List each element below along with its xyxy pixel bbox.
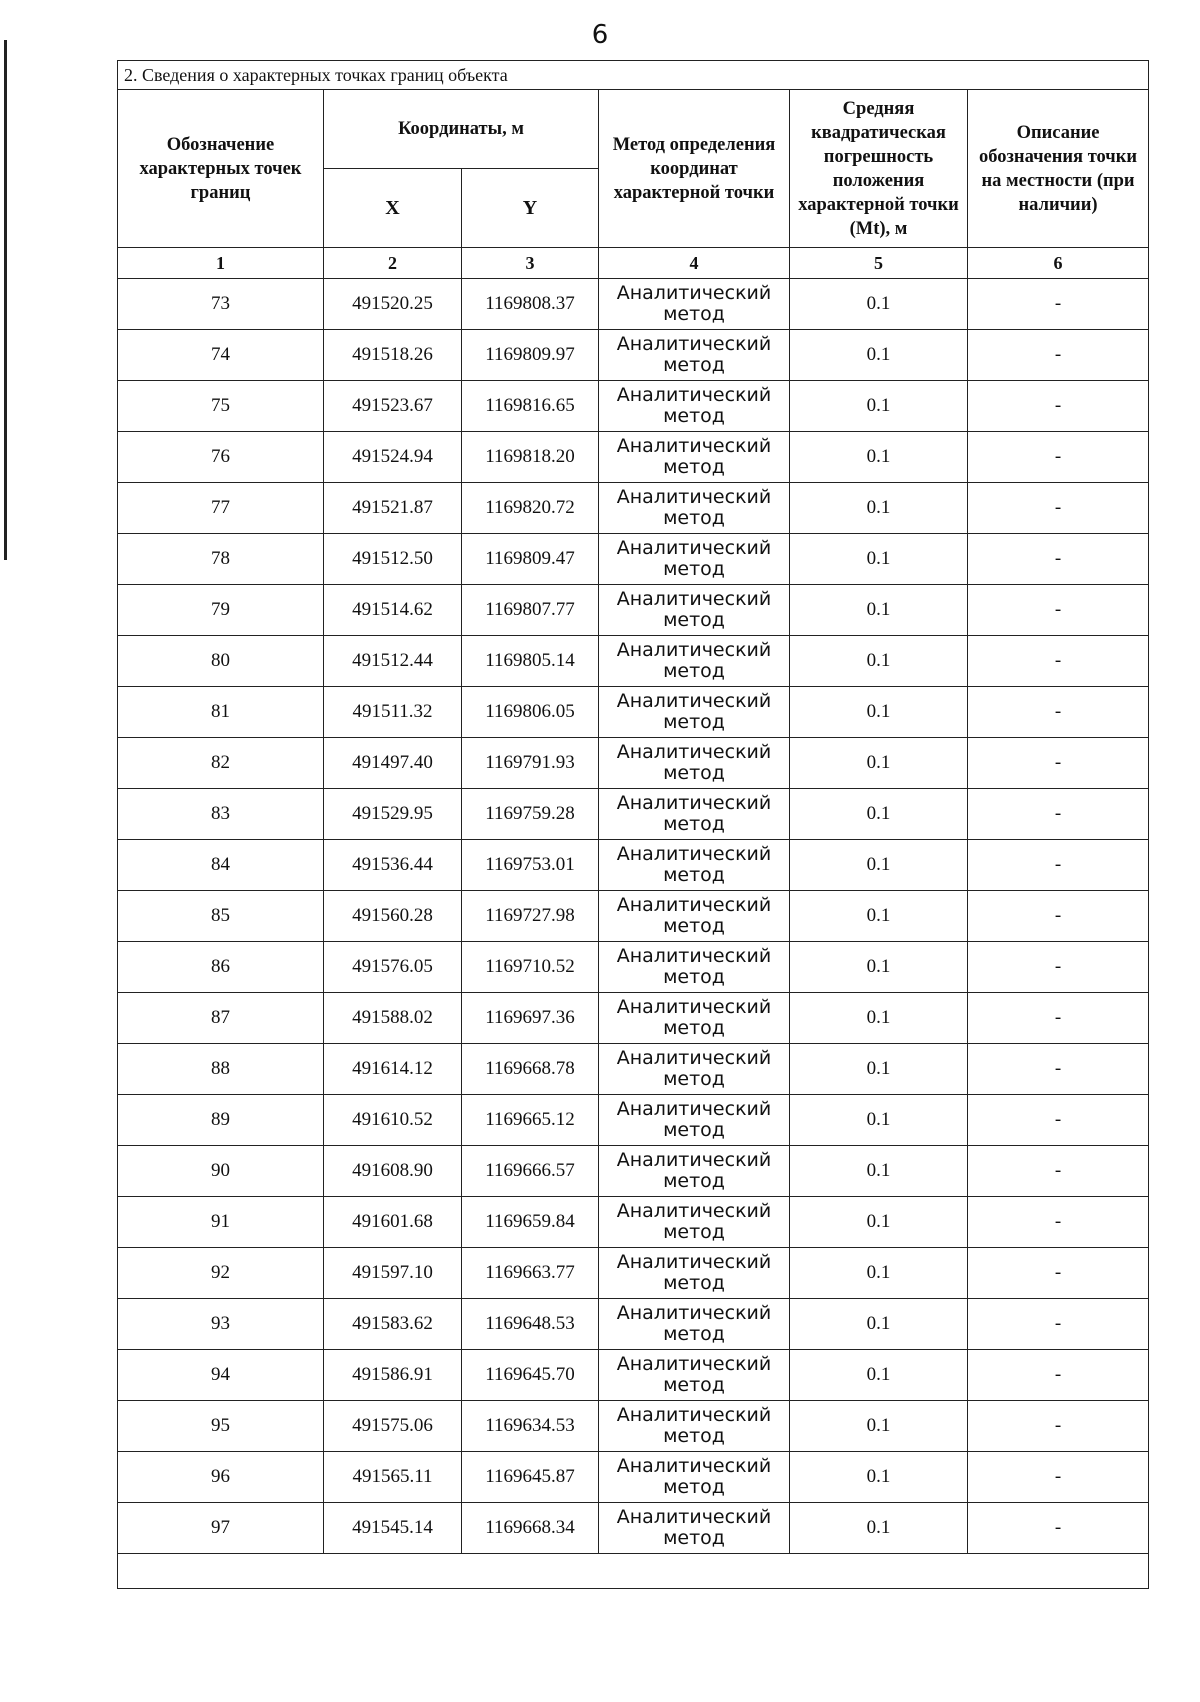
point-number-cell: 81 — [118, 687, 324, 738]
mean-error-cell: 0.1 — [790, 687, 968, 738]
point-number-cell: 75 — [118, 381, 324, 432]
description-cell: - — [968, 381, 1149, 432]
table-row — [118, 1350, 1149, 1401]
table-row — [118, 942, 1149, 993]
description-cell: - — [968, 1350, 1149, 1401]
table-row — [118, 330, 1149, 381]
description-cell: - — [968, 993, 1149, 1044]
table-row — [118, 1452, 1149, 1503]
point-number-cell: 77 — [118, 483, 324, 534]
x-coordinate-cell: 491521.87 — [324, 483, 462, 534]
description-cell: - — [968, 1401, 1149, 1452]
x-coordinate-cell: 491536.44 — [324, 840, 462, 891]
table-row — [118, 738, 1149, 789]
description-cell: - — [968, 840, 1149, 891]
method-cell: Аналитический метод — [599, 738, 790, 789]
point-number-cell: 89 — [118, 1095, 324, 1146]
y-coordinate-cell: 1169807.77 — [462, 585, 599, 636]
mean-error-cell: 0.1 — [790, 1299, 968, 1350]
table-row — [118, 432, 1149, 483]
table-footer-cell — [118, 1554, 1149, 1589]
table-row — [118, 1044, 1149, 1095]
point-number-cell: 79 — [118, 585, 324, 636]
x-coordinate-cell: 491523.67 — [324, 381, 462, 432]
x-coordinate-cell: 491511.32 — [324, 687, 462, 738]
x-coordinate-cell: 491512.50 — [324, 534, 462, 585]
table-row — [118, 891, 1149, 942]
mean-error-cell: 0.1 — [790, 1503, 968, 1554]
x-coordinate-cell: 491583.62 — [324, 1299, 462, 1350]
method-cell: Аналитический метод — [599, 687, 790, 738]
description-cell: - — [968, 279, 1149, 330]
point-number-cell: 74 — [118, 330, 324, 381]
header-row-top — [118, 90, 1149, 169]
point-number-cell: 92 — [118, 1248, 324, 1299]
x-coordinate-cell: 491545.14 — [324, 1503, 462, 1554]
y-coordinate-cell: 1169668.78 — [462, 1044, 599, 1095]
point-number-cell: 91 — [118, 1197, 324, 1248]
y-coordinate-cell: 1169648.53 — [462, 1299, 599, 1350]
method-cell: Аналитический метод — [599, 1299, 790, 1350]
x-coordinate-cell: 491597.10 — [324, 1248, 462, 1299]
y-coordinate-cell: 1169668.34 — [462, 1503, 599, 1554]
x-coordinate-cell: 491610.52 — [324, 1095, 462, 1146]
method-cell: Аналитический метод — [599, 1146, 790, 1197]
table-footer-row — [118, 1554, 1149, 1589]
method-cell: Аналитический метод — [599, 789, 790, 840]
y-coordinate-cell: 1169645.70 — [462, 1350, 599, 1401]
x-coordinate-cell: 491576.05 — [324, 942, 462, 993]
mean-error-cell: 0.1 — [790, 636, 968, 687]
x-coordinate-cell: 491601.68 — [324, 1197, 462, 1248]
method-cell: Аналитический метод — [599, 1452, 790, 1503]
column-number: 1 — [118, 248, 324, 279]
description-cell: - — [968, 891, 1149, 942]
x-coordinate-cell: 491608.90 — [324, 1146, 462, 1197]
method-cell: Аналитический метод — [599, 432, 790, 483]
point-number-cell: 97 — [118, 1503, 324, 1554]
table-row — [118, 534, 1149, 585]
mean-error-cell: 0.1 — [790, 993, 968, 1044]
description-cell: - — [968, 789, 1149, 840]
mean-error-cell: 0.1 — [790, 1248, 968, 1299]
x-coordinate-cell: 491514.62 — [324, 585, 462, 636]
table-row — [118, 483, 1149, 534]
description-cell: - — [968, 483, 1149, 534]
description-cell: - — [968, 534, 1149, 585]
point-number-cell: 87 — [118, 993, 324, 1044]
method-cell: Аналитический метод — [599, 891, 790, 942]
description-cell: - — [968, 432, 1149, 483]
column-number: 2 — [324, 248, 462, 279]
description-cell: - — [968, 687, 1149, 738]
method-cell: Аналитический метод — [599, 840, 790, 891]
mean-error-cell: 0.1 — [790, 891, 968, 942]
table-row — [118, 585, 1149, 636]
section-title: 2. Сведения о характерных точках границ объекта — [118, 61, 1149, 90]
x-coordinate-cell: 491588.02 — [324, 993, 462, 1044]
description-cell: - — [968, 585, 1149, 636]
y-coordinate-cell: 1169645.87 — [462, 1452, 599, 1503]
left-margin-mark — [4, 40, 7, 560]
column-number: 6 — [968, 248, 1149, 279]
table-row — [118, 1401, 1149, 1452]
mean-error-cell: 0.1 — [790, 483, 968, 534]
table-row — [118, 840, 1149, 891]
table-row — [118, 279, 1149, 330]
table-row — [118, 1095, 1149, 1146]
mean-error-cell: 0.1 — [790, 738, 968, 789]
y-coordinate-cell: 1169816.65 — [462, 381, 599, 432]
y-coordinate-cell: 1169759.28 — [462, 789, 599, 840]
method-cell: Аналитический метод — [599, 1095, 790, 1146]
mean-error-cell: 0.1 — [790, 432, 968, 483]
mean-error-cell: 0.1 — [790, 279, 968, 330]
method-cell: Аналитический метод — [599, 636, 790, 687]
boundary-points-table — [117, 60, 1149, 1589]
mean-error-cell: 0.1 — [790, 789, 968, 840]
point-number-cell: 73 — [118, 279, 324, 330]
description-cell: - — [968, 330, 1149, 381]
table-row — [118, 381, 1149, 432]
description-cell: - — [968, 1146, 1149, 1197]
y-coordinate-cell: 1169809.97 — [462, 330, 599, 381]
y-coordinate-cell: 1169818.20 — [462, 432, 599, 483]
point-number-cell: 94 — [118, 1350, 324, 1401]
point-number-cell: 78 — [118, 534, 324, 585]
description-cell: - — [968, 942, 1149, 993]
x-coordinate-cell: 491512.44 — [324, 636, 462, 687]
mean-error-cell: 0.1 — [790, 1044, 968, 1095]
table-row — [118, 687, 1149, 738]
description-cell: - — [968, 1095, 1149, 1146]
table-row — [118, 789, 1149, 840]
x-coordinate-cell: 491518.26 — [324, 330, 462, 381]
x-coordinate-cell: 491586.91 — [324, 1350, 462, 1401]
x-coordinate-cell: 491524.94 — [324, 432, 462, 483]
section-title-row — [118, 61, 1149, 90]
description-cell: - — [968, 1197, 1149, 1248]
x-coordinate-cell: 491497.40 — [324, 738, 462, 789]
point-number-cell: 85 — [118, 891, 324, 942]
method-cell: Аналитический метод — [599, 1248, 790, 1299]
y-coordinate-cell: 1169663.77 — [462, 1248, 599, 1299]
method-cell: Аналитический метод — [599, 993, 790, 1044]
point-number-cell: 83 — [118, 789, 324, 840]
table-row — [118, 1503, 1149, 1554]
y-coordinate-cell: 1169659.84 — [462, 1197, 599, 1248]
description-cell: - — [968, 1248, 1149, 1299]
y-coordinate-cell: 1169753.01 — [462, 840, 599, 891]
mean-error-cell: 0.1 — [790, 534, 968, 585]
y-coordinate-cell: 1169791.93 — [462, 738, 599, 789]
point-number-cell: 95 — [118, 1401, 324, 1452]
x-coordinate-cell: 491565.11 — [324, 1452, 462, 1503]
mean-error-cell: 0.1 — [790, 1452, 968, 1503]
header-description: Описание обозначения точки на местности (при наличии) — [968, 90, 1149, 248]
header-point-designation: Обозначение характерных точек границ — [118, 90, 324, 248]
description-cell: - — [968, 1503, 1149, 1554]
column-number: 4 — [599, 248, 790, 279]
point-number-cell: 88 — [118, 1044, 324, 1095]
point-number-cell: 86 — [118, 942, 324, 993]
header-mean-error: Средняя квадратическая погрешность положения характерной точки (Mt), м — [790, 90, 968, 248]
mean-error-cell: 0.1 — [790, 942, 968, 993]
method-cell: Аналитический метод — [599, 942, 790, 993]
table-row — [118, 993, 1149, 1044]
mean-error-cell: 0.1 — [790, 585, 968, 636]
point-number-cell: 90 — [118, 1146, 324, 1197]
y-coordinate-cell: 1169809.47 — [462, 534, 599, 585]
mean-error-cell: 0.1 — [790, 381, 968, 432]
y-coordinate-cell: 1169808.37 — [462, 279, 599, 330]
point-number-cell: 96 — [118, 1452, 324, 1503]
method-cell: Аналитический метод — [599, 381, 790, 432]
mean-error-cell: 0.1 — [790, 840, 968, 891]
y-coordinate-cell: 1169820.72 — [462, 483, 599, 534]
method-cell: Аналитический метод — [599, 483, 790, 534]
x-coordinate-cell: 491529.95 — [324, 789, 462, 840]
y-coordinate-cell: 1169634.53 — [462, 1401, 599, 1452]
x-coordinate-cell: 491560.28 — [324, 891, 462, 942]
header-x: X — [324, 169, 462, 248]
description-cell: - — [968, 1299, 1149, 1350]
description-cell: - — [968, 1452, 1149, 1503]
page-number: 6 — [591, 20, 609, 50]
x-coordinate-cell: 491520.25 — [324, 279, 462, 330]
method-cell: Аналитический метод — [599, 1503, 790, 1554]
mean-error-cell: 0.1 — [790, 1197, 968, 1248]
table-row — [118, 1299, 1149, 1350]
y-coordinate-cell: 1169666.57 — [462, 1146, 599, 1197]
description-cell: - — [968, 636, 1149, 687]
method-cell: Аналитический метод — [599, 534, 790, 585]
column-number-row — [118, 248, 1149, 279]
point-number-cell: 84 — [118, 840, 324, 891]
table-row — [118, 1248, 1149, 1299]
column-number: 3 — [462, 248, 599, 279]
mean-error-cell: 0.1 — [790, 1146, 968, 1197]
method-cell: Аналитический метод — [599, 1197, 790, 1248]
y-coordinate-cell: 1169806.05 — [462, 687, 599, 738]
y-coordinate-cell: 1169805.14 — [462, 636, 599, 687]
point-number-cell: 76 — [118, 432, 324, 483]
header-coordinates: Координаты, м — [324, 90, 599, 169]
point-number-cell: 93 — [118, 1299, 324, 1350]
header-method: Метод определения координат характерной точки — [599, 90, 790, 248]
table-body — [118, 279, 1149, 1554]
table-row — [118, 1146, 1149, 1197]
y-coordinate-cell: 1169697.36 — [462, 993, 599, 1044]
mean-error-cell: 0.1 — [790, 1401, 968, 1452]
method-cell: Аналитический метод — [599, 279, 790, 330]
description-cell: - — [968, 1044, 1149, 1095]
x-coordinate-cell: 491614.12 — [324, 1044, 462, 1095]
table-row — [118, 636, 1149, 687]
mean-error-cell: 0.1 — [790, 330, 968, 381]
x-coordinate-cell: 491575.06 — [324, 1401, 462, 1452]
y-coordinate-cell: 1169710.52 — [462, 942, 599, 993]
method-cell: Аналитический метод — [599, 585, 790, 636]
mean-error-cell: 0.1 — [790, 1350, 968, 1401]
method-cell: Аналитический метод — [599, 1044, 790, 1095]
method-cell: Аналитический метод — [599, 1350, 790, 1401]
method-cell: Аналитический метод — [599, 1401, 790, 1452]
point-number-cell: 82 — [118, 738, 324, 789]
description-cell: - — [968, 738, 1149, 789]
y-coordinate-cell: 1169727.98 — [462, 891, 599, 942]
table-row — [118, 1197, 1149, 1248]
point-number-cell: 80 — [118, 636, 324, 687]
column-number: 5 — [790, 248, 968, 279]
y-coordinate-cell: 1169665.12 — [462, 1095, 599, 1146]
method-cell: Аналитический метод — [599, 330, 790, 381]
mean-error-cell: 0.1 — [790, 1095, 968, 1146]
header-y: Y — [462, 169, 599, 248]
